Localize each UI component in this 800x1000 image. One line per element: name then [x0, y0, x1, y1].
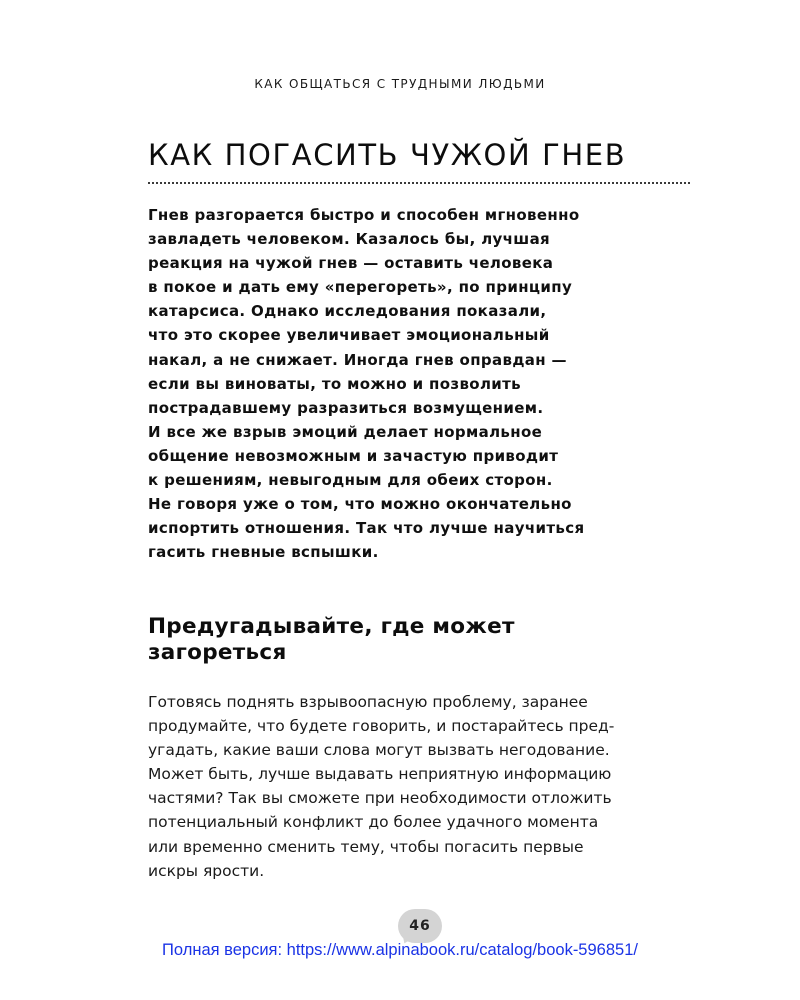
body-line: потенциальный конфликт до более удачного момента	[148, 813, 599, 832]
section-heading-line: Предугадывайте, где может	[148, 614, 515, 639]
lead-line: пострадавшему разразиться возмущением.	[148, 398, 544, 417]
body-line: частями? Так вы сможете при необходимости отложить	[148, 789, 612, 808]
lead-line: реакция на чужой гнев — оставить человека	[148, 254, 554, 273]
section-heading-line: загореться	[148, 640, 287, 665]
lead-line: что это скорее увеличивает эмоциональный	[148, 326, 550, 345]
running-head: КАК ОБЩАТЬСЯ С ТРУДНЫМИ ЛЮДЬМИ	[254, 77, 546, 91]
page-number-badge	[398, 909, 442, 943]
lead-line: накал, а не снижает. Иногда гнев оправдан —	[148, 350, 567, 369]
body-line: искры ярости.	[148, 861, 265, 880]
lead-line: если вы виноваты, то можно и позволить	[148, 374, 522, 393]
body-paragraph	[148, 690, 708, 883]
body-line: угадать, какие ваши слова могут вызвать негодование.	[148, 741, 610, 760]
lead-line: Не говоря уже о том, что можно окончательно	[148, 495, 572, 514]
page-number: 46	[409, 918, 431, 934]
lead-line: завладеть человеком. Казалось бы, лучшая	[148, 230, 551, 249]
body-line: Готовясь поднять взрывоопасную проблему, заранее	[148, 693, 588, 711]
chapter-title: КАК ПОГАСИТЬ ЧУЖОЙ ГНЕВ	[148, 138, 627, 172]
full-version-link[interactable]: Полная версия: https://www.alpinabook.ru/catalog/book-596851/	[162, 941, 638, 959]
lead-line: общение невозможным и зачастую приводит	[148, 446, 559, 465]
lead-line: И все же взрыв эмоций делает нормальное	[148, 422, 543, 441]
body-line: или временно сменить тему, чтобы погасить первые	[148, 837, 584, 856]
body-line: Может быть, лучше выдавать неприятную информацию	[148, 765, 612, 784]
lead-line: испортить отношения. Так что лучше научиться	[148, 519, 585, 538]
body-line: продумайте, что будете говорить, и постарайтесь пред-	[148, 717, 615, 736]
dotted-divider	[148, 182, 690, 184]
lead-line: в покое и дать ему «перегореть», по принципу	[148, 278, 573, 297]
section-heading	[148, 614, 708, 666]
lead-paragraph	[148, 203, 678, 564]
lead-line: Гнев разгорается быстро и способен мгновенно	[148, 206, 580, 224]
lead-line: катарсиса. Однако исследования показали,	[148, 302, 547, 321]
lead-line: гасить гневные вспышки.	[148, 543, 379, 562]
lead-line: к решениям, невыгодным для обеих сторон.	[148, 471, 553, 490]
